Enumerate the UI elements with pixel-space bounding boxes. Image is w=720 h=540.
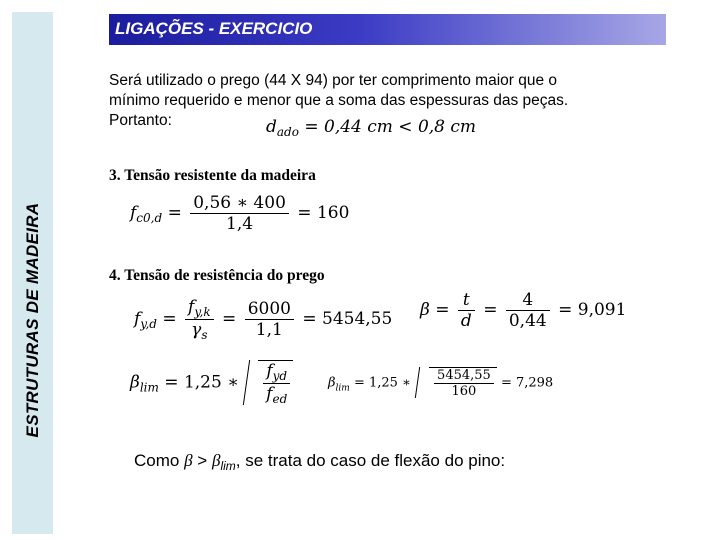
intro-line-2: mínimo requerido e menor que a soma das espessuras das peças. [109,92,569,109]
fraction-fc: $\frac{0,56 ∗ 400}{1,4}$ [190,193,289,234]
conclusion-text: Como $\beta > \beta_{lim}$, se trata do caso de flexão do pino: [134,451,506,473]
equation-d-ado-rhs: = 0,44 cm < 0,8 cm [304,117,477,137]
equation-beta: β = $\frac{t}{d}$ = $\frac{4}{0,44}$ = 9,091 [420,290,627,331]
sidebar-label: ESTRUTURAS DE MADEIRA [23,202,42,438]
section-4-heading: 4. Tensão de resistência do prego [109,267,325,284]
section-3-heading: 3. Tensão resistente da madeira [109,167,316,184]
intro-line-3: Portanto: [109,112,172,129]
equation-d-ado: $d_{ado} = 0,44$ cm < 0,8 cm [266,117,477,139]
equation-fyd: $f_{y,d}$ = $\frac{f_{y,k}}{\gamma_s}$ = $\frac{6000}{1,1}$ = 5454,55 [134,297,393,342]
square-root: $\frac{f_{yd}}{f_{ed}}$ [258,360,293,406]
page-title: LIGAÇÕES - EXERCICIO [115,19,313,38]
equation-beta-lim-numeric: $\beta_{lim} = 1,25$ ∗ $\frac{5454,55}{160}$ = 7,298 [328,368,554,399]
square-root-numeric: $\frac{5454,55}{160}$ [429,367,497,399]
equation-beta-lim: $\beta_{lim} = 1,25$ ∗ $\frac{f_{yd}}{f_{ed}}$ [130,360,293,406]
intro-line-1: Será utilizado o prego (44 X 94) por ter comprimento maior que o [109,72,558,89]
equation-fc0d: $f_{c0,d}$ = $\frac{0,56 ∗ 400}{1,4}$ = 160 [130,193,350,234]
title-bar [109,14,666,45]
